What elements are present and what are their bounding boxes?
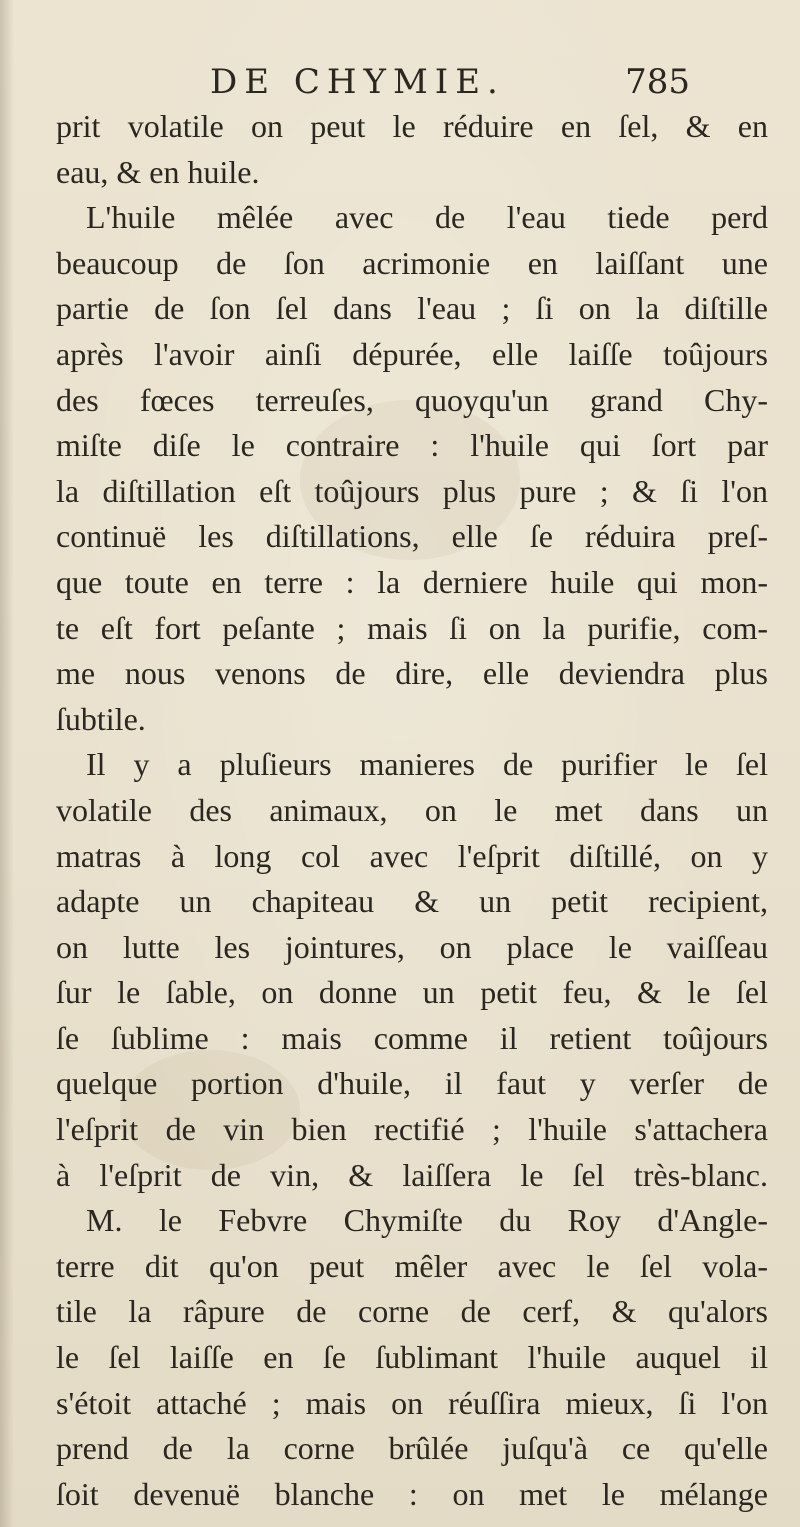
text-line: beaucoup de ſon acrimonie en laiſſant une <box>56 244 768 281</box>
text-line: tile la râpure de corne de cerf, & qu'alors <box>56 1293 768 1330</box>
text-line: eau, & en huile. <box>56 153 260 190</box>
text-line: prit volatile on peut le réduire en ſel, & en <box>56 108 768 144</box>
text-line: après l'avoir ainſi dépurée, elle laiſſe toûjours <box>56 335 768 372</box>
text-line: ſur le ſable, on donne un petit feu, & le ſel <box>56 974 768 1011</box>
text-line: M. le Febvre Chymiſte du Roy d'Angle- <box>86 1202 768 1239</box>
page-gutter-shadow <box>0 0 14 1527</box>
page-number: 785 <box>625 62 690 102</box>
text-line: le ſel laiſſe en ſe ſublimant l'huile auquel il <box>56 1339 768 1376</box>
text-line: Il y a pluſieurs manieres de purifier le ſel <box>86 746 768 783</box>
text-line: l'eſprit de vin bien rectifié ; l'huile s'attachera <box>56 1111 768 1148</box>
text-line: que toute en terre : la derniere huile qui mon- <box>56 563 768 600</box>
running-head-title: DE CHYMIE. <box>210 62 505 102</box>
text-line: te eſt fort peſante ; mais ſi on la purifie, com- <box>56 609 768 646</box>
text-line: des fœces terreuſes, quoyqu'un grand Chy- <box>56 381 768 418</box>
text-line: terre dit qu'on peut mêler avec le ſel vola- <box>56 1247 768 1284</box>
body-text <box>56 104 768 1517</box>
text-line: volatile des animaux, on le met dans un <box>56 791 768 828</box>
text-line: prend de la corne brûlée juſqu'à ce qu'elle <box>56 1430 768 1467</box>
text-line: continuë les diſtillations, elle ſe réduira preſ- <box>56 518 768 555</box>
text-line: on lutte les jointures, on place le vaiſſeau <box>56 928 768 965</box>
text-line: la diſtillation eſt toûjours plus pure ; & ſi l'on <box>56 472 768 509</box>
text-line: ſubtile. <box>56 700 146 737</box>
text-line: miſte diſe le contraire : l'huile qui ſort par <box>56 427 768 464</box>
text-line: à l'eſprit de vin, & laiſſera le ſel très-blanc. <box>56 1156 768 1193</box>
text-line: me nous venons de dire, elle deviendra plus <box>56 655 768 692</box>
text-line: ſe ſublime : mais comme il retient toûjours <box>56 1019 768 1056</box>
text-line: quelque portion d'huile, il faut y verſer de <box>56 1065 768 1102</box>
text-line: adapte un chapiteau & un petit recipient, <box>56 883 768 920</box>
text-line: ſoit devenuë blanche : on met le mélange <box>56 1475 768 1512</box>
text-line: matras à long col avec l'eſprit diſtillé, on y <box>56 837 768 874</box>
text-line: L'huile mêlée avec de l'eau tiede perd <box>86 199 768 236</box>
text-line: partie de ſon ſel dans l'eau ; ſi on la diſtille <box>56 290 768 327</box>
text-line: s'étoit attaché ; mais on réuſſira mieux, ſi l'on <box>56 1384 768 1421</box>
